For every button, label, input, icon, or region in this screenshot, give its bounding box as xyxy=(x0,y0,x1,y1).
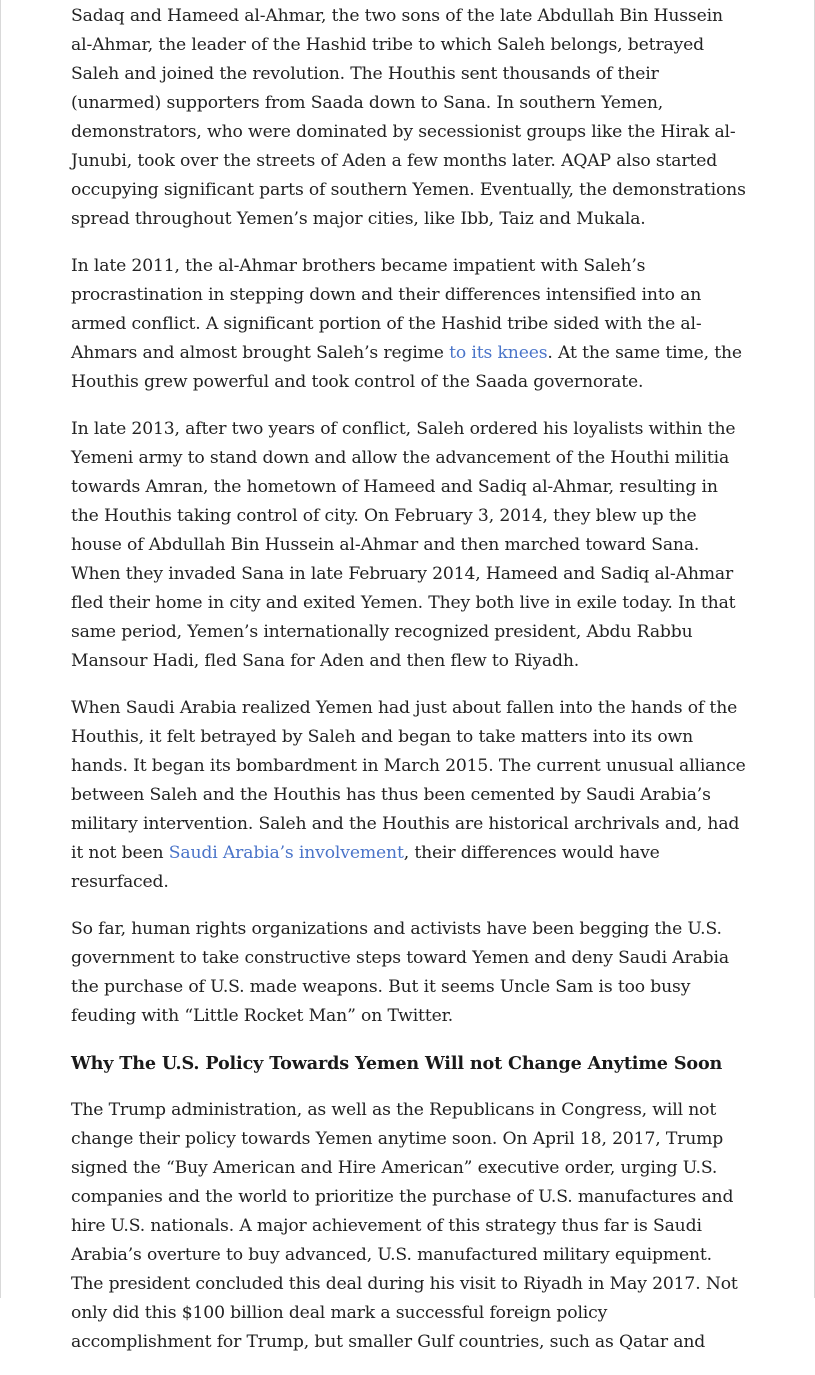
paragraph-text: , their differences would have resurfaced. xyxy=(71,843,660,892)
paragraph-text: When Saudi Arabia realized Yemen had just about fallen into the hands of the Houthis, it felt betrayed by Saleh and began to take matters into its own hands. It began its bombardment in March 2015. The current unusual alliance between Saleh and the Houthis has thus been cemented by Saudi Arabia’s military intervention. Saleh and the Houthis are historical archrivals and, had it not been xyxy=(71,698,746,863)
link-saudi-involvement[interactable]: Saudi Arabia’s involvement xyxy=(168,843,404,863)
paragraph-2011-conflict xyxy=(71,252,747,397)
paragraph-text: . At the same time, the Houthis grew powerful and took control of the Saada governorate. xyxy=(71,343,742,392)
paragraph-revolution: Sadaq and Hameed al-Ahmar, the two sons of the late Abdullah Bin Hussein al-Ahmar, the leader of the Hashid tribe to which Saleh belongs, betrayed Saleh and joined the revolution. The Houthis sent thousands of their (unarmed) supporters from Saada down to Sana. In southern Yemen, demonstrators, who were dominated by secessionist groups like the Hirak al-Junubi, took over the streets of Aden a few months later. AQAP also started occupying significant parts of southern Yemen. Eventually, the demonstrations spread throughout Yemen’s major cities, like Ibb, Taiz and Mukala. xyxy=(71,6,746,229)
paragraph-trump-policy: The Trump administration, as well as the Republicans in Congress, will not change their policy towards Yemen anytime soon. On April 18, 2017, Trump signed the “Buy American and Hire American” executive order, urging U.S. companies and the world to prioritize the purchase of U.S. manufactures and hire U.S. nationals. A major achievement of this strategy thus far is Saudi Arabia’s overture to buy advanced, U.S. manufactured military equipment. The president concluded this deal during his visit to Riyadh in May 2017. Not only did this $100 billion deal mark a successful foreign policy accomplishment for Trump, but smaller Gulf countries, such as Qatar and xyxy=(71,1100,738,1352)
paragraph-2013-advance: In late 2013, after two years of conflict, Saleh ordered his loyalists within the Yemeni army to stand down and allow the advancement of the Houthi militia towards Amran, the hometown of Hameed and Sadiq al-Ahmar, resulting in the Houthis taking control of city. On February 3, 2014, they blew up the house of Abdullah Bin Hussein al-Ahmar and then marched toward Sana. When they invaded Sana in late February 2014, Hameed and Sadiq al-Ahmar fled their home in city and exited Yemen. They both live in exile today. In that same period, Yemen’s internationally recognized president, Abdu Rabbu Mansour Hadi, fled Sana for Aden and then flew to Riyadh. xyxy=(71,419,736,671)
paragraph-saudi-intervention xyxy=(71,694,747,897)
link-to-its-knees[interactable]: to its knees xyxy=(449,343,548,363)
article-body xyxy=(71,2,747,1375)
section-heading: Why The U.S. Policy Towards Yemen Will not Change Anytime Soon xyxy=(71,1053,723,1074)
paragraph-text: In late 2011, the al-Ahmar brothers became impatient with Saleh’s procrastination in stepping down and their differences intensified into an armed conflict. A significant portion of the Hashid tribe sided with the al-Ahmars and almost brought Saleh’s regime xyxy=(71,256,702,363)
paragraph-human-rights: So far, human rights organizations and activists have been begging the U.S. government to take constructive steps toward Yemen and deny Saudi Arabia the purchase of U.S. made weapons. But it seems Uncle Sam is too busy feuding with “Little Rocket Man” on Twitter. xyxy=(71,919,729,1026)
